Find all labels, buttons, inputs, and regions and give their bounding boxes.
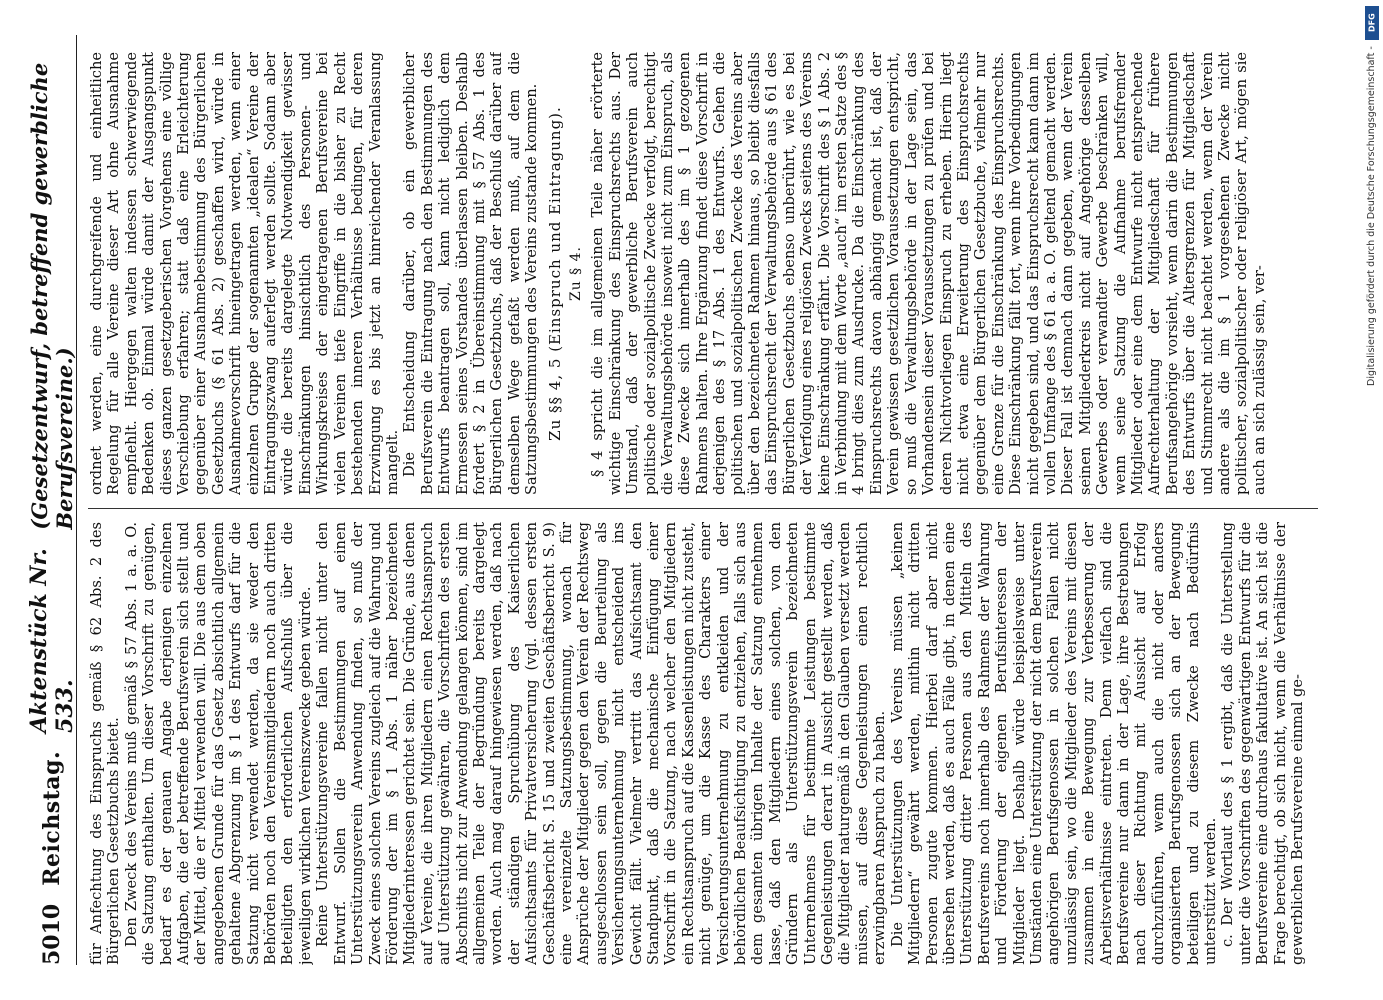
right-paragraph-3: § 4 spricht die im allgemeinen Teile näher erörterte wichtige Einschränkung des Einspruchsrechts aus. Der Umstand, daß der gewerbliche Berufsverein auch politische oder sozialpolitische Zwecke verfolgt, berechtigt die Verwaltungsbehörde insoweit nicht zum Einspruch, als diese Zwecke sich innerhalb des im § 1 gezogenen Rahmens halten. Ihre Ergänzung findet diese Vorschrift in derjenigen des § 17 Abs. 1 des Entwurfs. Gehen die politischen und sozialpolitischen Zwecke des Vereins aber über den bezeichneten Rahmen hinaus, so bleibt diesfalls das Einspruchsrecht der Verwaltungsbehörde aus § 61 des Bürgerlichen Gesetzbuchs ebenso unberührt, wie es bei der Verfolgung eines religiösen Zwecks seitens des Vereins keine Einschränkung erfährt. Die Vorschrift des § 1 Abs. 2 in Verbindung mit dem Worte „auch“ im ersten Satze des § 4 bringt dies zum Ausdrucke. Da die Einschränkung des Einspruchsrechts davon abhängig gemacht ist, daß der Verein gewissen gesetzlichen Voraussetzungen entspricht, so muß die Verwaltungsbehörde in der Lage sein, das Vorhandensein dieser Voraussetzungen zu prüfen und bei deren Nichtvorliegen Einspruch zu erheben. Hierin liegt nicht etwa eine Erweiterung des Einspruchsrechts gegenüber dem Bürgerlichen Gesetzbuche, vielmehr nur eine Grenze für die Einschränkung des Einspruchsrechts. Diese Einschränkung fällt fort, wenn ihre Vorbedingungen nicht gegeben sind, und das Einspruchsrecht kann dann im vollen Umfange des § 61 a. a. O. geltend gemacht werden. Dieser Fall ist demnach dann gegeben, wenn der Verein seinen Mitgliederkreis nicht auf Angehörige desselben Gewerbes oder verwandter Gewerbe beschränken will, wenn seine Satzung die Aufnahme berufsfremder Mitglieder oder eine dem Entwurfe nicht entsprechende Aufrechterhaltung der Mitgliedschaft für frühere Berufsangehörige vorsieht, wenn darin die Bestimmungen des Entwurfs über die Altersgrenzen für Mitgliedschaft und Stimmrecht nicht beachtet werden, wenn der Verein andere als die im § 1 vorgesehenen Zwecke nicht politischer, sozialpolitischer oder religiöser Art, mögen sie auch an sich zulässig sein, ver- <box>589 52 1268 495</box>
page-header <box>26 35 78 965</box>
subsection-heading: Zu § 4. <box>567 246 584 302</box>
header-title: (Gesetzentwurf, betreffend gewerbliche Berufsvereine.) <box>27 62 77 530</box>
left-paragraph-4: Die Unterstützungen des Vereins müssen „keinen Mitgliedern“ gewährt werden, mithin nicht dritten Personen zugute kommen. Hierbei darf aber nicht übersehen werden, daß es auch Fälle gibt, in denen eine Unterstützung dritter Personen aus den Mitteln des Berufsvereins noch innerhalb des Rahmens der Wahrung und Förderung der eigenen Berufsinteressen der Mitglieder liegt. Deshalb würde beispielsweise unter Umständen eine Unterstützung der nicht dem Berufsverein angehörigen Berufsgenossen in solchen Fällen nicht unzulässig sein, wo die Mitglieder des Vereins mit diesen zusammen in eine Bewegung zur Verbesserung der Arbeitsverhältnisse eintreten. Denn vielfach sind die Berufsvereine nur dann in der Lage, ihre Bestrebungen nach dieser Richtung mit Aussicht auf Erfolg durchzuführen, wenn auch die nicht oder anders organisierten Berufsgenossen sich an der Bewegung beteiligen und zu diesem Zwecke nach Bedürfnis unterstützt werden. <box>888 522 1219 965</box>
digitization-credit: Digitalisierung gefördert durch die Deutsche Forschungsgemeinschaft - <box>1366 46 1377 386</box>
left-paragraph-5: c. Der Wortlaut des § 1 ergibt, daß die Unterstellung unter die Vorschriften des gegenwärtigen Entwurfs für die Berufsvereine eine durchaus fakultative ist. An sich ist die Frage berechtigt, ob sich nicht, wenn die Verhältnisse der gewerblichen Berufsvereine einmal ge- <box>1219 522 1307 965</box>
page-number: 5010 <box>39 903 65 965</box>
left-paragraph-2: Den Zweck des Vereins muß gemäß § 57 Abs. 1 a. a. O. die Satzung enthalten. Um dieser Vorschrift zu genügen, bedarf es der genauen Angabe derjenigen einzelnen Aufgaben, die der betreffende Berufsverein sich stellt und der Mittel, die er Mittel verwenden will. Die aus dem oben angegebenen Grunde für das Gesetz absichtlich allgemein gehaltene Abgrenzung im § 1 des Entwurfs darf für die Satzung nicht verwendet werden, da sie weder den Behörden noch den Vereinsmitgliedern noch auch dritten Beteiligten den erforderlichen Aufschluß über die jeweiligen wirklichen Vereinszwecke geben würde. <box>122 522 314 965</box>
right-paragraph-2: Die Entscheidung darüber, ob ein gewerblicher Berufsverein die Eintragung nach den Bestimmungen des Entwurfs beantragen soll, kann nicht lediglich dem Ermessen seines Vorstandes überlassen bleiben. Deshalb fordert § 2 in Übereinstimmung mit § 57 Abs. 1 des Bürgerlichen Gesetzbuchs, daß der Beschluß darüber auf demselben Wege gefaßt werden muß, auf dem die Satzungsbestimmungen des Vereins zustande kommen. <box>401 52 541 495</box>
right-column <box>88 52 1318 495</box>
dfg-logo: DFG <box>1365 6 1379 40</box>
left-paragraph-3: Reine Unterstützungsvereine fallen nicht unter den Entwurf. Sollen die Bestimmungen auf einen Unterstützungsverein Anwendung finden, so muß der Zweck eines solchen Vereins zugleich auf die Wahrung und Förderung der im § 1 Abs. 1 näher bezeichneten Mitgliederinteressen gerichtet sein. Die Gründe, aus denen auf Vereine, die ihren Mitgliedern einen Rechtsanspruch auf Unterstützung gewähren, die Vorschriften des ersten Abschnitts nicht zur Anwendung gelangen können, sind im allgemeinen Teile der Begründung bereits dargelegt worden. Auch mag darauf hingewiesen werden, daß nach der ständigen Spruchübung des Kaiserlichen Aufsichtsamts für Privatversicherung (vgl. dessen ersten Geschäftsbericht S. 15 und zweiten Geschäftsbericht S. 9) eine vereinzelte Satzungsbestimmung, wonach für Ansprüche der Mitglieder gegen den Verein der Rechtsweg ausgeschlossen sein soll, gegen die Beurteilung als Versicherungsunternehmung nicht entscheidend ins Gewicht fällt. Vielmehr vertritt das Aufsichtsamt den Standpunkt, daß die mechanische Einfügung einer Vorschrift in die Satzung, nach welcher den Mitgliedern ein Rechtsanspruch auf die Kassenleistungen nicht zusteht, nicht genüge, um die Kasse des Charakters einer Versicherungsunternehmung zu entkleiden und der behördlichen Beaufsichtigung zu entziehen, falls sich aus dem gesamten übrigen Inhalte der Satzung entnehmen lasse, daß den Mitgliedern eines solchen, von den Gründern als Unterstützungsverein bezeichneten Unternehmens für bestimmte Leistungen bestimmte Gegenleistungen derart in Aussicht gestellt werden, daß die Mitglieder naturgemäß in den Glauben versetzt werden müssen, auf diese Gegenleistungen einen rechtlich erzwingbaren Anspruch zu haben. <box>314 522 889 965</box>
right-paragraph-1: ordnet werden, eine durchgreifende und einheitliche Regelung für alle Vereine dieser Art ohne Ausnahme empfiehlt. Hiergegen walten indessen schwerwiegende Bedenken ob. Einmal würde damit der Ausgangspunkt dieses ganzen gesetzgeberischen Vorgehens eine völlige Verschiebung erfahren; statt daß eine Erleichterung gegenüber einer Ausnahmebestimmung des Bürgerlichen Gesetzbuchs (§ 61 Abs. 2) geschaffen wird, würde in Ausnahmevorschrift hineingetragen werden, wenn einer einzelnen Gruppe der sogenannten „idealen“ Vereine der Eintragungszwang auferlegt werden sollte. Sodann aber würde die bereits dargelegte Notwendigkeit gewisser Einschränkungen hinsichtlich des Personen- und Wirkungskreises der eingetragenen Berufsvereine bei vielen Vereinen tiefe Eingriffe in die bisher zu Recht bestehenden inneren Verhältnisse bedingen, für deren Erzwingung es bis jetzt an hinreichender Veranlassung mangelt. <box>88 52 401 495</box>
header-reichstag: Reichstag. <box>39 750 65 886</box>
column-divider <box>88 508 1318 509</box>
left-column <box>88 522 1318 965</box>
left-paragraph-1: für Anfechtung des Einspruchs gemäß § 62 Abs. 2 des Bürgerlichen Gesetzbuchs bietet. <box>88 522 123 965</box>
header-rule <box>76 35 77 965</box>
document-page <box>26 35 1330 965</box>
header-aktenstueck: Aktenstück Nr. 533. <box>26 548 78 733</box>
section-heading: Zu §§ 4, 5 (Einspruch und Eintragung). <box>545 106 564 441</box>
